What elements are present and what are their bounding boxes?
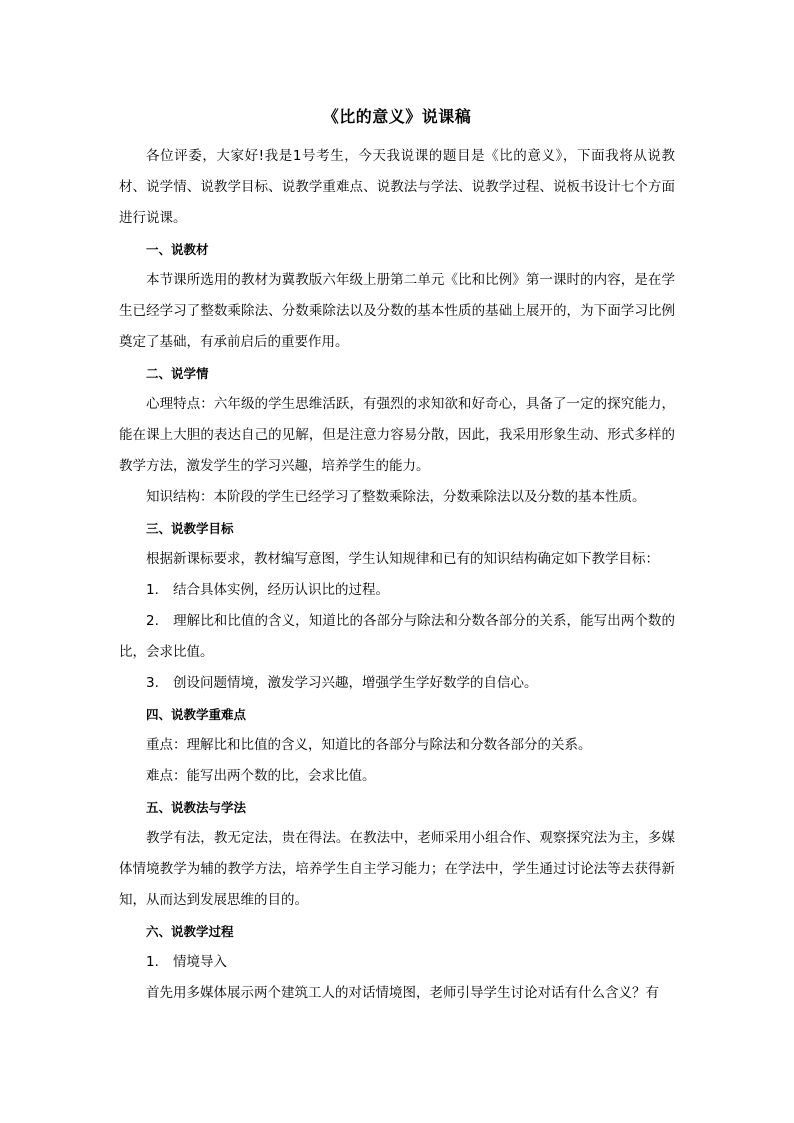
section-heading-process: 六、说教学过程 <box>146 924 234 939</box>
section-heading-objectives: 三、说教学目标 <box>146 521 234 536</box>
intro-paragraph: 各位评委，大家好!我是1号考生，今天我说课的题目是《比的意义》，下面我将从说教材、说学情、说教学目标、说教学重难点、说教法与学法、说教学过程、说板书设计七个方面进行说课。 <box>119 148 675 226</box>
process-step-text: 情境导入 <box>173 954 227 970</box>
process-item-1 <box>119 947 675 978</box>
list-number: 3. <box>146 675 159 691</box>
section-heading-teaching-material: 一、说教材 <box>146 242 209 257</box>
objective-text: 结合具体实例，经历认识比的过程。 <box>173 582 389 598</box>
list-number: 1. <box>146 954 159 970</box>
section-heading-key-points: 四、说教学重难点 <box>146 707 247 722</box>
objective-item-3 <box>119 668 675 699</box>
methods-paragraph: 教学有法，教无定法，贵在得法。在教法中，老师采用小组合作、观察探究法为主，多媒体情境教学为辅的教学方法，培养学生自主学习能力；在学法中，学生通过讨论法等去获得新知，从而达到发展思维的目的。 <box>119 830 675 908</box>
difficulty-paragraph: 难点：能写出两个数的比，会求比值。 <box>146 768 376 784</box>
section-heading-student-analysis: 二、说学情 <box>146 366 209 381</box>
document-title: 《比的意义》说课稿 <box>322 107 472 126</box>
teaching-material-paragraph: 本节课所选用的教材为冀教版六年级上册第二单元《比和比例》第一课时的内容，是在学生已经学习了整数乘除法、分数乘除法以及分数的基本性质的基础上展开的，为下面学习比例奠定了基础，有承前启后的重要作用。 <box>119 272 675 350</box>
list-number: 1. <box>146 582 159 598</box>
objectives-intro-paragraph: 根据新课标要求，教材编写意图，学生认知规律和已有的知识结构确定如下教学目标： <box>146 551 659 567</box>
objective-item-2 <box>119 606 675 668</box>
key-point-paragraph: 重点：理解比和比值的含义，知道比的各部分与除法和分数各部分的关系。 <box>146 737 592 753</box>
psychology-paragraph: 心理特点：六年级的学生思维活跃，有强烈的求知欲和好奇心，具备了一定的探究能力，能在课上大胆的表达自己的见解，但是注意力容易分散，因此，我采用形象生动、形式多样的教学方法，激发学生的学习兴趣，培养学生的能力。 <box>119 396 675 474</box>
objective-text: 理解比和比值的含义，知道比的各部分与除法和分数各部分的关系，能写出两个数的比，会求比值。 <box>119 613 675 660</box>
knowledge-paragraph: 知识结构：本阶段的学生已经学习了整数乘除法，分数乘除法以及分数的基本性质。 <box>146 489 646 505</box>
document-body <box>119 141 675 1009</box>
list-number: 2. <box>146 613 159 629</box>
objective-text: 创设问题情境，激发学习兴趣，增强学生学好数学的自信心。 <box>173 675 538 691</box>
section-heading-methods: 五、说教法与学法 <box>146 800 247 815</box>
process-paragraph: 首先用多媒体展示两个建筑工人的对话情境图，老师引导学生讨论对话有什么含义？有 <box>146 985 659 1001</box>
objective-item-1 <box>119 575 675 606</box>
